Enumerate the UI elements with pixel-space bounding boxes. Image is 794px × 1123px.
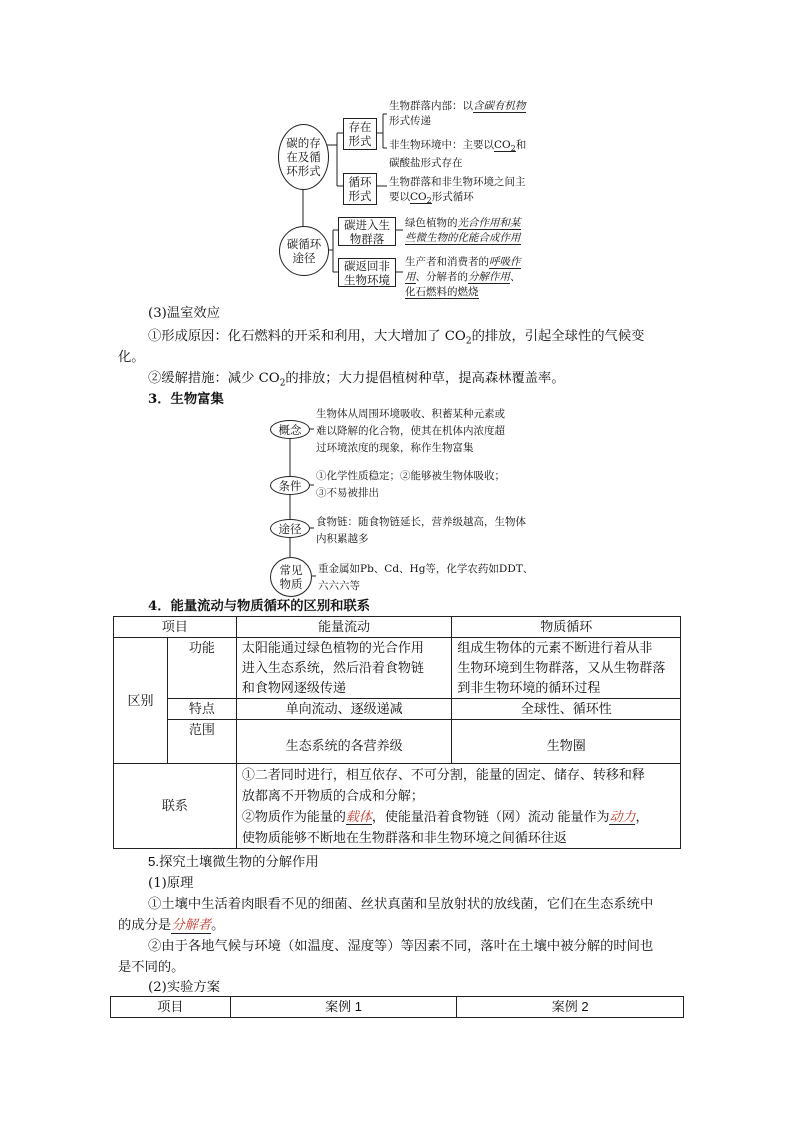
substances-node	[270, 557, 312, 597]
feature-matter-cell: 全球性、循环性	[452, 699, 681, 720]
cycle-form-box	[343, 173, 377, 205]
table-row	[114, 699, 681, 720]
route-line: 食物链：随食物链延长，营养级越高，生物体	[316, 516, 526, 528]
return-env-box	[338, 258, 396, 287]
carbon-path-node	[279, 226, 329, 276]
exist-form-label: 存在形式	[348, 120, 372, 148]
greenhouse-cause-cont: 化。	[118, 350, 145, 365]
greenhouse-relief-text-b: 的排放；大力提倡植树种草，提高森林覆盖率。	[285, 371, 565, 386]
soil-experiment-table	[110, 996, 684, 1018]
enter-community-label: 碳进入生物群落	[344, 217, 390, 246]
condition-text	[316, 468, 505, 502]
substances-label: 常见物质	[279, 563, 303, 591]
cycle-item	[389, 175, 526, 208]
energy-matter-table	[113, 616, 681, 849]
concept-line: 难以降解的化合物，使其在机体内浓度超	[316, 425, 505, 437]
substances-line: 重金属如Pb、Cd、Hg等，化学农药如DDT、	[318, 563, 534, 575]
func-cell: 功能	[167, 638, 236, 699]
co2-text: CO	[410, 191, 427, 203]
return-env-label: 碳返回非生物环境	[344, 258, 390, 287]
exist-item-2-text2: 碳酸盐形式存在	[389, 157, 463, 170]
co2-text: CO	[494, 139, 511, 151]
scope-matter-cell: 生物圈	[452, 720, 681, 764]
return-answer-1b: 用	[405, 271, 416, 283]
route-label: 途径	[278, 521, 302, 536]
cycle-item-co2	[410, 191, 432, 204]
substances-line: 六六六等	[318, 580, 360, 592]
greenhouse-cause	[148, 326, 644, 353]
condition-node	[270, 476, 310, 495]
link-content-cell	[236, 764, 680, 849]
exist-item-1-answer: 含碳有机物	[473, 100, 526, 112]
table-header-energy: 能量流动	[236, 617, 452, 638]
return-item	[405, 255, 521, 300]
carbon-root-label: 碳的存在及循环形式	[286, 136, 321, 178]
soil-p2-cont: 是不同的。	[118, 960, 185, 975]
soil-p1: ①土壤中生活着肉眼看不见的细菌、丝状真菌和呈放射状的放线菌，它们在生态系统中	[148, 897, 654, 912]
enter-text: 绿色植物的	[405, 217, 458, 229]
link-line: ，	[635, 809, 649, 824]
soil-answer-decomposer: 分解者	[171, 918, 212, 933]
carbon-root-node	[278, 124, 329, 190]
link-line: ①二者同时进行，相互依存、不可分割，能量的固定、储存、转移和释	[241, 767, 645, 782]
greenhouse-cause-text-b: 的排放，引起全球性的气候变	[471, 329, 645, 344]
greenhouse-heading: (3)温室效应	[148, 306, 221, 321]
route-node	[270, 519, 310, 538]
cell-line: 进入生态系统，然后沿着食物链	[241, 660, 424, 675]
enter-answer-2: 些微生物的化能合成作用	[405, 232, 521, 244]
greenhouse-cause-text: ①形成原因：化石燃料的开采和利用，大大增加了 CO	[148, 329, 466, 344]
soil-heading: 5.探究土壤微生物的分解作用	[148, 854, 319, 869]
cell-line: 生物环境到生物群落，又从生物群落	[457, 660, 666, 675]
return-text: 生产者和消费者的	[405, 256, 489, 268]
condition-line: ①化学性质稳定；②能够被生物体吸收；	[316, 470, 505, 482]
condition-line: ③不易被排出	[316, 487, 379, 499]
link-line: 放都离不开物质的合成和分解；	[241, 788, 424, 803]
func-matter-cell	[452, 638, 681, 699]
link-line: ②物质作为能量的	[241, 809, 346, 824]
link-line: 使物质能够不断地在生物群落和非生物环境之间循环往返	[241, 830, 567, 845]
soil-table-case1: 案例 1	[230, 997, 457, 1018]
cycle-item-text2b: 形式循环	[431, 191, 474, 203]
link-cell: 联系	[114, 764, 237, 849]
substances-text	[318, 561, 533, 595]
greenhouse-relief-text: ②缓解措施：减少 CO	[148, 371, 280, 386]
scope-energy-cell: 生态系统的各营养级	[236, 720, 452, 764]
carbon-path-label: 碳循环途径	[286, 237, 322, 265]
enter-answer-1: 光合作用和某	[457, 217, 521, 229]
feature-energy-cell: 单向流动、逐级递减	[236, 699, 452, 720]
cycle-item-text: 生物群落和非生物环境之间主	[389, 176, 526, 188]
return-text2: 、分解者的	[415, 271, 468, 283]
exist-item-2	[389, 138, 526, 171]
enter-community-box	[338, 217, 396, 246]
concept-node	[270, 420, 310, 439]
scope-cell: 范围	[167, 720, 236, 764]
diff-cell: 区别	[114, 638, 168, 764]
table-row	[114, 617, 681, 638]
return-answer-3: 化石燃料的燃烧	[405, 286, 479, 298]
cycle-form-label: 循环形式	[348, 175, 372, 203]
table-header-matter: 物质循环	[452, 617, 681, 638]
table-row	[114, 720, 681, 764]
soil-p2: ②由于各地气候与环境（如温度、湿度等）等因素不同，落叶在土壤中被分解的时间也	[148, 939, 654, 954]
cell-line: 太阳能通过绿色植物的光合作用	[241, 640, 424, 655]
soil-principle: (1)原理	[148, 876, 194, 891]
energy-table-heading: 4．能量流动与物质循环的区别和联系	[148, 599, 371, 614]
concept-line: 过环境浓度的现象，称作生物富集	[316, 442, 474, 454]
cycle-item-text2: 要以	[389, 191, 410, 203]
soil-p1-text-end: 。	[211, 918, 225, 933]
condition-label: 条件	[278, 478, 302, 493]
link-answer-power: 动力	[609, 809, 636, 824]
return-answer-1: 呼吸作	[489, 256, 521, 268]
exist-item-1-text: 生物群落内部：以	[389, 100, 473, 112]
return-text3: 、	[510, 271, 521, 283]
route-line: 内积累越多	[316, 533, 369, 545]
link-line: ，使能量沿着食物链（网）流动 能量作为	[371, 809, 610, 824]
cell-line: 组成生物体的元素不断进行着从非	[457, 640, 653, 655]
soil-p1-text: 的成分是	[118, 918, 172, 933]
exist-item-1	[389, 99, 526, 129]
co2-sub: 2	[465, 336, 472, 347]
concept-text	[316, 406, 505, 457]
bioaccum-heading: 3．生物富集	[148, 392, 224, 407]
cell-line: 和食物网逐级传递	[241, 680, 346, 695]
soil-p1-cont	[118, 915, 224, 936]
route-text	[316, 514, 526, 548]
table-row	[111, 997, 684, 1018]
concept-label: 概念	[278, 422, 302, 437]
table-header-item: 项目	[114, 617, 237, 638]
soil-table-case2: 案例 2	[457, 997, 684, 1018]
soil-plan: (2)实验方案	[148, 980, 221, 995]
table-row	[114, 764, 681, 849]
exist-item-1-text2: 形式传递	[389, 115, 431, 127]
exist-item-2-text-b: 和	[515, 139, 527, 151]
co2-sub: 2	[510, 144, 516, 154]
co2-sub: 2	[426, 196, 432, 206]
concept-line: 生物体从周围环境吸收、积蓄某种元素或	[316, 408, 505, 420]
enter-item	[405, 216, 521, 246]
return-answer-2: 分解作用	[468, 271, 510, 283]
cell-line: 到非生物环境的循环过程	[457, 680, 601, 695]
co2-sub: 2	[279, 378, 286, 389]
exist-item-2-text: 非生物环境中：主要以	[389, 139, 494, 151]
feature-cell: 特点	[167, 699, 236, 720]
soil-table-item: 项目	[111, 997, 231, 1018]
table-row	[114, 638, 681, 699]
func-energy-cell	[236, 638, 452, 699]
link-answer-carrier: 载体	[345, 809, 372, 824]
exist-item-2-co2	[494, 139, 516, 152]
exist-form-box	[343, 118, 377, 150]
